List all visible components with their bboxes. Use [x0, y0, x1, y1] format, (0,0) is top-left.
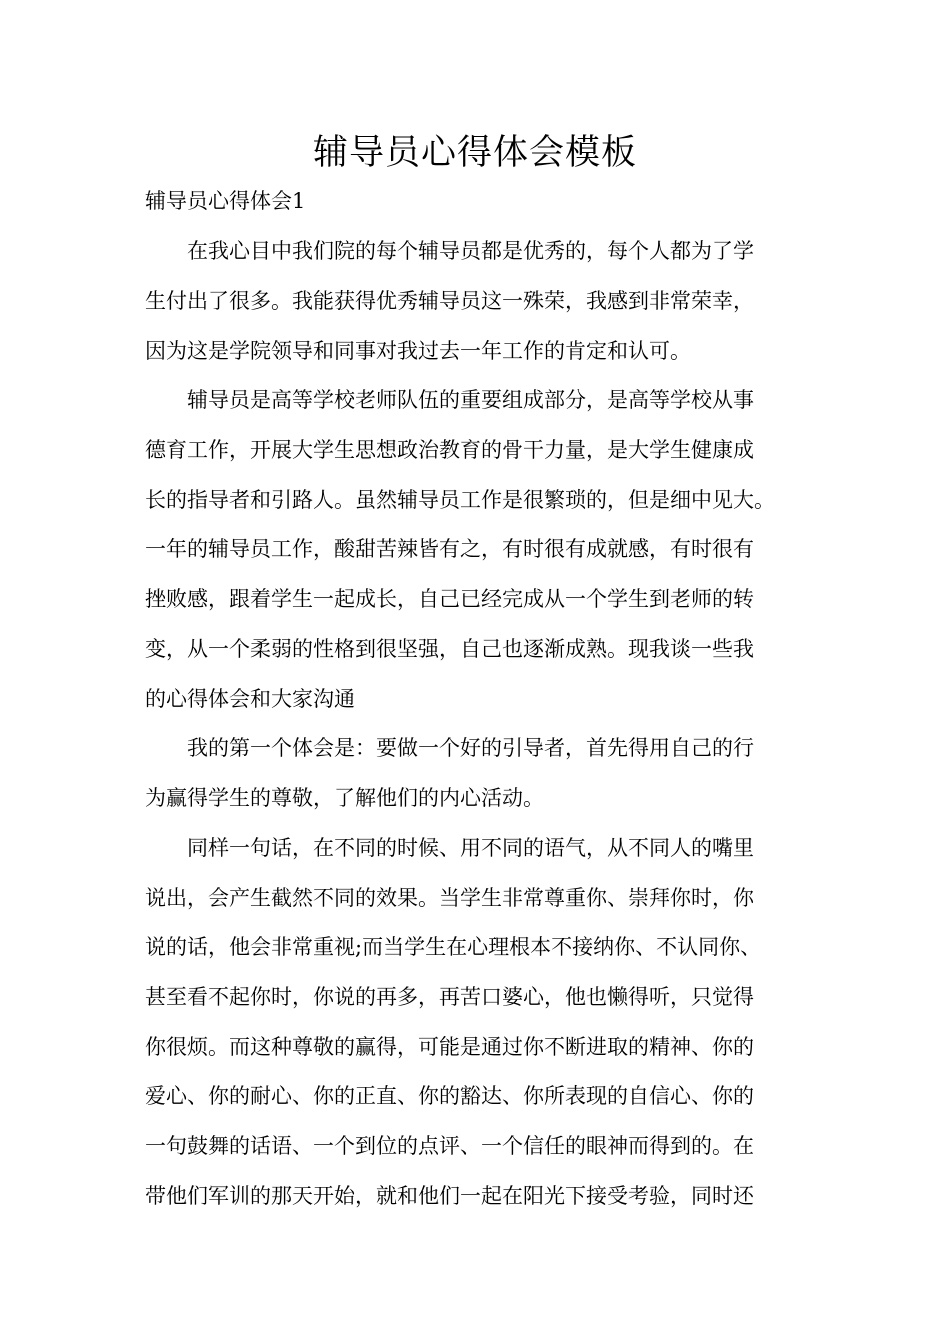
text-line: 为赢得学生的尊敬，了解他们的内心活动。 — [145, 786, 544, 810]
text-line: 爱心、你的耐心、你的正直、你的豁达、你所表现的自信心、你的 — [145, 1084, 754, 1108]
text-line: 变，从一个柔弱的性格到很坚强，自己也逐渐成熟。现我谈一些我 — [145, 637, 754, 661]
text-line: 一年的辅导员工作，酸甜苦辣皆有之，有时很有成就感，有时很有 — [145, 537, 754, 561]
section-heading: 辅导员心得体会1 — [145, 189, 306, 213]
text-line: 你很烦。而这种尊敬的赢得，可能是通过你不断进取的精神、你的 — [145, 1035, 754, 1059]
text-line: 的心得体会和大家沟通 — [145, 687, 355, 711]
text-line: 一句鼓舞的话语、一个到位的点评、一个信任的眼神而得到的。在 — [145, 1134, 754, 1158]
text-line: 说的话，他会非常重视;而当学生在心理根本不接纳你、不认同你、 — [145, 935, 762, 959]
text-line: 德育工作，开展大学生思想政治教育的骨干力量，是大学生健康成 — [145, 438, 754, 462]
text-line: 挫败感，跟着学生一起成长，自己已经完成从一个学生到老师的转 — [145, 587, 754, 611]
text-line: 说出，会产生截然不同的效果。当学生非常尊重你、崇拜你时，你 — [145, 886, 754, 910]
text-line: 生付出了很多。我能获得优秀辅导员这一殊荣，我感到非常荣幸， — [145, 289, 754, 313]
text-line: 因为这是学院领导和同事对我过去一年工作的肯定和认可。 — [145, 339, 691, 363]
text-line: 长的指导者和引路人。虽然辅导员工作是很繁琐的，但是细中见大。 — [145, 488, 775, 512]
text-line: 带他们军训的那天开始，就和他们一起在阳光下接受考验，同时还 — [145, 1184, 754, 1208]
text-line: 甚至看不起你时，你说的再多，再苦口婆心，他也懒得听，只觉得 — [145, 985, 754, 1009]
document-title: 辅导员心得体会模板 — [312, 133, 637, 173]
text-line: 辅导员是高等学校老师队伍的重要组成部分，是高等学校从事 — [145, 388, 754, 412]
text-line: 在我心目中我们院的每个辅导员都是优秀的，每个人都为了学 — [145, 239, 754, 263]
text-line: 我的第一个体会是：要做一个好的引导者，首先得用自己的行 — [145, 736, 754, 760]
text-line: 同样一句话，在不同的时候、用不同的语气，从不同人的嘴里 — [145, 836, 754, 860]
